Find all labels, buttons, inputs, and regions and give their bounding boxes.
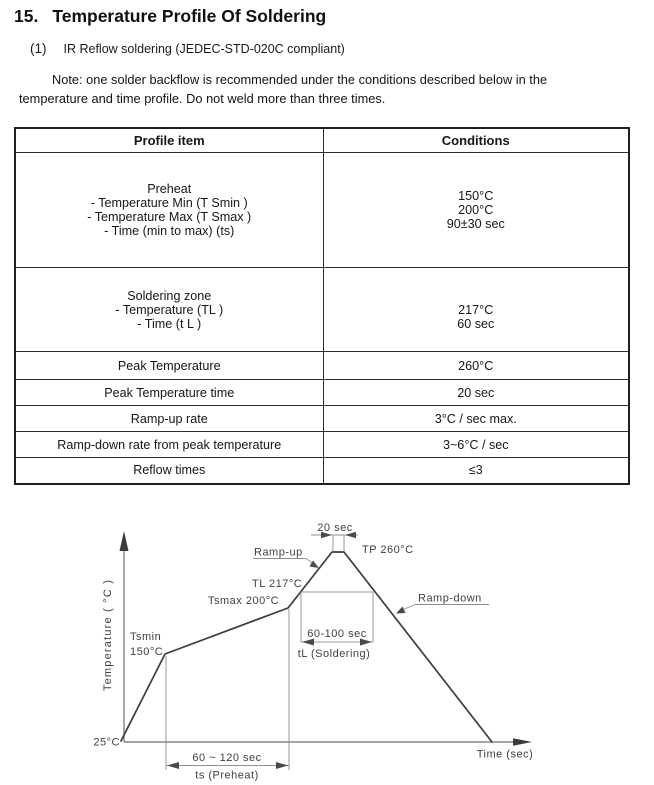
row-item-label: Reflow times [15, 458, 323, 484]
row-condition-value: 20 sec [323, 380, 629, 406]
reflow-profile-chart [0, 498, 654, 785]
column-header-conditions: Conditions [323, 128, 629, 153]
spacer [324, 289, 629, 303]
note-line-1: Note: one solder backflow is recommended under the conditions described below in the [52, 72, 548, 87]
y-axis-title: Temperature ( °C ) [102, 578, 114, 692]
table-header-row [15, 128, 629, 153]
preheat-item-line: - Temperature Min (T Smin ) [90, 196, 248, 210]
subsection [30, 40, 345, 58]
row-condition-value: ≤3 [323, 458, 629, 484]
y-axis-arrow-icon [120, 531, 129, 551]
x-axis-arrow-icon [513, 738, 532, 746]
preheat-zone-label: ts (Preheat) [195, 769, 259, 782]
preheat-items-cell [15, 153, 323, 268]
preheat-condition-value: 200°C [458, 203, 494, 217]
table-row-preheat [15, 153, 629, 268]
start-temp-label: 25°C [93, 736, 120, 749]
preheat-conditions-cell [323, 153, 629, 268]
section-number: 15. [14, 6, 39, 26]
preheat-item-line: Preheat [147, 182, 192, 196]
soldering-item-line: - Temperature (TL ) [115, 302, 224, 317]
soldering-item-line: - Time (t L ) [137, 316, 202, 331]
row-item-label: Peak Temperature time [15, 380, 323, 406]
leader-arrow-icon [396, 607, 406, 614]
tsmax-label: Tsmax 200°C [208, 595, 280, 607]
note-line-2: temperature and time profile. Do not weld more than three times. [19, 91, 386, 106]
row-condition-value: 260°C [323, 352, 629, 380]
table-row-soldering-zone [15, 268, 629, 352]
preheat-item-line: - Time (min to max) (ts) [104, 224, 235, 238]
preheat-condition-value: 90±30 sec [446, 217, 505, 231]
x-axis-title: Time (sec) [476, 748, 534, 761]
tsmin-value-label: 150°C [130, 646, 164, 658]
table-row [15, 406, 629, 432]
table-row [15, 458, 629, 484]
tl-label: TL 217°C [252, 578, 303, 590]
tp-label: TP 260°C [362, 544, 414, 556]
soldering-zone-label: tL (Soldering) [297, 648, 371, 660]
temperature-profile-curve [121, 552, 492, 742]
section-title: Temperature Profile Of Soldering [52, 6, 327, 26]
preheat-condition-value: 150°C [458, 189, 494, 203]
page-title [14, 6, 326, 27]
note-paragraph [19, 70, 625, 108]
row-item-label: Ramp-down rate from peak temperature [15, 432, 323, 458]
soldering-items-cell [15, 268, 323, 352]
row-condition-value: 3°C / sec max. [323, 406, 629, 432]
ramp-up-label: Ramp-up [254, 546, 303, 559]
table-row [15, 352, 629, 380]
soldering-item-line: Soldering zone [127, 288, 212, 303]
soldering-condition-value: 60 sec [457, 316, 495, 331]
table-row [15, 380, 629, 406]
subsection-number: (1) [30, 41, 47, 56]
soldering-conditions-cell [323, 268, 629, 352]
row-condition-value: 3~6°C / sec [323, 432, 629, 458]
peak-width-label: 20 sec [317, 522, 353, 534]
preheat-item-line: - Temperature Max (T Smax ) [87, 210, 252, 224]
soldering-width-label: 60-100 sec [307, 628, 367, 640]
row-item-label: Peak Temperature [15, 352, 323, 380]
table-row [15, 432, 629, 458]
soldering-conditions-table [14, 127, 630, 485]
preheat-width-label: 60 ~ 120 sec [192, 752, 262, 764]
dimension-arrow-icon [167, 762, 179, 769]
dimension-arrow-icon [276, 762, 288, 769]
tsmin-name-label: Tsmin [130, 631, 162, 643]
column-header-profile-item: Profile item [15, 128, 323, 153]
subsection-title: IR Reflow soldering (JEDEC-STD-020C compliant) [63, 42, 345, 56]
row-item-label: Ramp-up rate [15, 406, 323, 432]
ramp-down-label: Ramp-down [418, 592, 482, 605]
soldering-condition-value: 217°C [458, 302, 494, 317]
